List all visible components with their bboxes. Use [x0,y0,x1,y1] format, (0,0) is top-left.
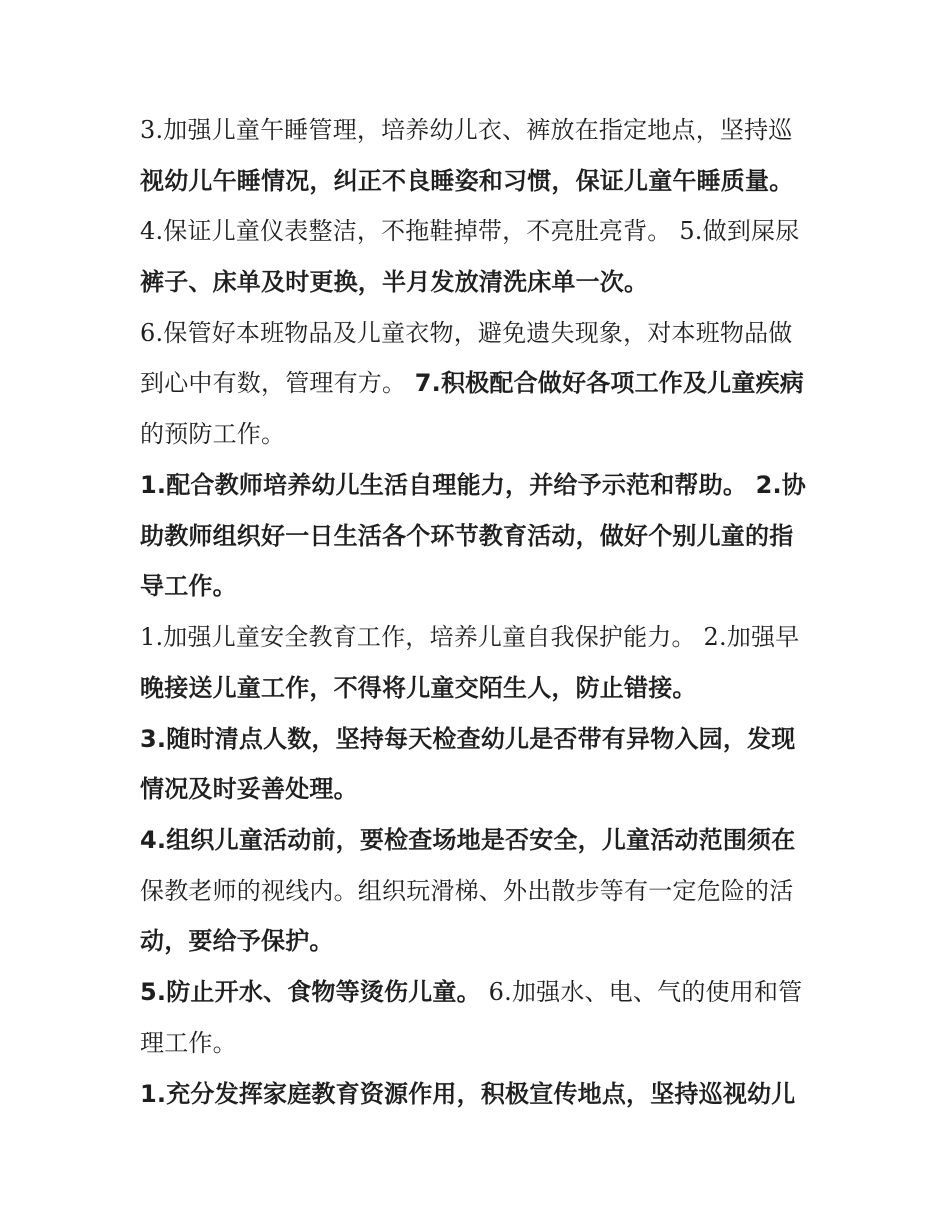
text-segment: 导工作。 [140,572,237,600]
text-line [140,875,820,907]
text-segment: 动，要给予保护。 [140,927,334,955]
text-segment: 晚接送儿童工作，不得将儿童交陌生人，防止错接。 [140,674,697,702]
text-line [140,418,820,450]
text-line [140,672,820,704]
text-line [140,367,820,400]
text-segment: 3.随时清点人数，坚持每天检查幼儿是否带有异物入园，发现 [140,725,796,753]
text-segment: 4.保证儿童仪表整洁，不拖鞋掉带，不亮肚亮背。 [140,217,672,245]
text-line [140,520,820,552]
text-segment: 2.加强早 [695,623,800,651]
text-segment: 7.积极配合做好各项工作及儿童疾病 [406,369,804,397]
text-segment: 保教老师的视线内。组织玩滑梯、外出散步等有一定危险的活 [140,877,794,905]
text-line [140,317,820,349]
text-line [140,469,820,501]
text-segment: 2.协 [747,471,806,499]
text-segment: 5.防止开水、食物等烫伤儿童。 [140,978,481,1006]
text-line [140,570,820,602]
text-line [140,976,820,1009]
text-line [140,824,820,856]
text-segment: 4.组织儿童活动前，要检查场地是否安全，儿童活动范围须在 [140,826,796,854]
text-line [140,1078,820,1110]
text-line [140,621,820,653]
text-segment: 6.加强水、电、气的使用和管 [480,978,803,1006]
text-segment: 理工作。 [140,1029,237,1057]
text-segment: 助教师组织好一日生活各个环节教育活动，做好个别儿童的指 [140,522,794,550]
text-line [140,1027,820,1059]
text-segment: 5.做到屎尿 [671,217,800,245]
text-segment: 到心中有数，管理有方。 [140,369,407,397]
text-segment: 情况及时妥善处理。 [140,775,358,803]
text-segment: 1.充分发挥家庭教育资源作用，积极宣传地点，坚持巡视幼儿 [140,1080,796,1108]
text-line [140,165,820,197]
text-segment: 裤子、床单及时更换，半月发放清洗床单一次。 [140,268,649,296]
text-line [140,215,820,247]
text-segment: 3.加强儿童午睡管理，培养幼儿衣、裤放在指定地点，坚持巡 [140,116,793,144]
text-segment: 1.配合教师培养幼儿生活自理能力，并给予示范和帮助。 [140,471,748,499]
text-segment: 1.加强儿童安全教育工作，培养儿童自我保护能力。 [140,623,696,651]
text-segment: 6.保管好本班物品及儿童衣物，避免遗失现象，对本班物品做 [140,319,793,347]
text-line [140,114,820,146]
text-line [140,773,820,805]
text-segment: 视幼儿午睡情况，纠正不良睡姿和习惯，保证儿童午睡质量。 [140,167,794,195]
text-line [140,925,820,957]
text-segment: 的预防工作。 [140,420,286,448]
text-line [140,266,820,298]
text-line [140,723,820,755]
